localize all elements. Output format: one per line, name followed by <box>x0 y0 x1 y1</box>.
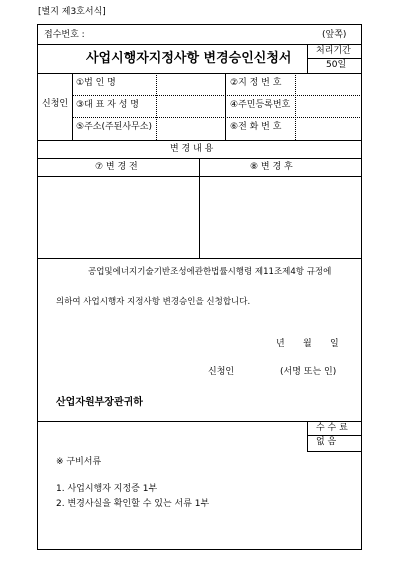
statement-line-2: 의하여 사업시행자 지정사항 변경승인을 신청합니다. <box>56 297 251 307</box>
page-title: 사업시행자지정사항 변경승인신청서 <box>86 51 292 66</box>
field-phone-label: ⑥전 화 번 호 <box>230 122 282 132</box>
signature-note: (서명 또는 인) <box>280 367 337 377</box>
form-label: [별지 제3호서식] <box>38 7 106 17</box>
signer-label: 신청인 <box>208 367 235 377</box>
field-region-label: ②지 정 번 호 <box>230 78 282 88</box>
field-ceo-label: ③대 표 자 성 명 <box>76 100 139 110</box>
after-content-area[interactable] <box>200 177 361 257</box>
left-value-divider <box>156 73 157 140</box>
side-note: (앞쪽) <box>322 30 347 40</box>
applicant-row-line-2 <box>72 117 362 118</box>
addressee: 산업자원부장관귀하 <box>56 397 143 408</box>
processing-period-value: 50일 <box>326 60 347 70</box>
fee-bottom-line <box>307 451 362 452</box>
field-address-label: ⑤주소(주된사무소) <box>76 122 152 132</box>
right-value-divider <box>295 73 296 140</box>
applicant-row-line-1 <box>72 95 362 96</box>
fee-value: 없 음 <box>316 437 337 447</box>
title-bottom-line <box>37 73 362 74</box>
change-section-label: 변 경 내 용 <box>170 144 214 154</box>
date-day-label: 일 <box>330 339 339 349</box>
change-bottom-line <box>37 258 362 259</box>
fee-divider <box>307 435 362 436</box>
after-label: ⑧ 변 경 후 <box>250 162 293 172</box>
statement-line-1: 공업및에너지기술기반조성에관한법률시행령 제11조제4항 규정에 <box>88 267 332 277</box>
applicant-divider <box>72 73 73 140</box>
processing-period-divider <box>307 58 362 59</box>
date-month-label: 월 <box>303 339 312 349</box>
field-regno-label: ④주민등록번호 <box>230 100 291 110</box>
before-content-area[interactable] <box>38 177 198 257</box>
fee-left-line <box>307 421 308 451</box>
doc-item-2: 2. 변경사실을 확인할 수 있는 서류 1부 <box>56 499 210 509</box>
doc-item-1: 1. 사업시행자 지정증 1부 <box>56 484 158 494</box>
processing-period-label: 처리기간 <box>316 46 351 56</box>
before-label: ⑦ 변 경 전 <box>95 162 138 172</box>
receipt-divider <box>37 44 362 45</box>
fee-top-line <box>37 421 362 422</box>
applicant-bottom-line <box>37 140 362 141</box>
date-year-label: 년 <box>276 339 285 349</box>
field-name-label: ①법 인 명 <box>76 78 116 88</box>
applicant-label: 신청인 <box>42 99 69 109</box>
receipt-number-label: 접수번호 : <box>44 30 85 40</box>
fee-label: 수 수 료 <box>316 423 348 433</box>
middle-divider <box>225 73 226 140</box>
docs-title: ※ 구비서류 <box>56 457 102 467</box>
